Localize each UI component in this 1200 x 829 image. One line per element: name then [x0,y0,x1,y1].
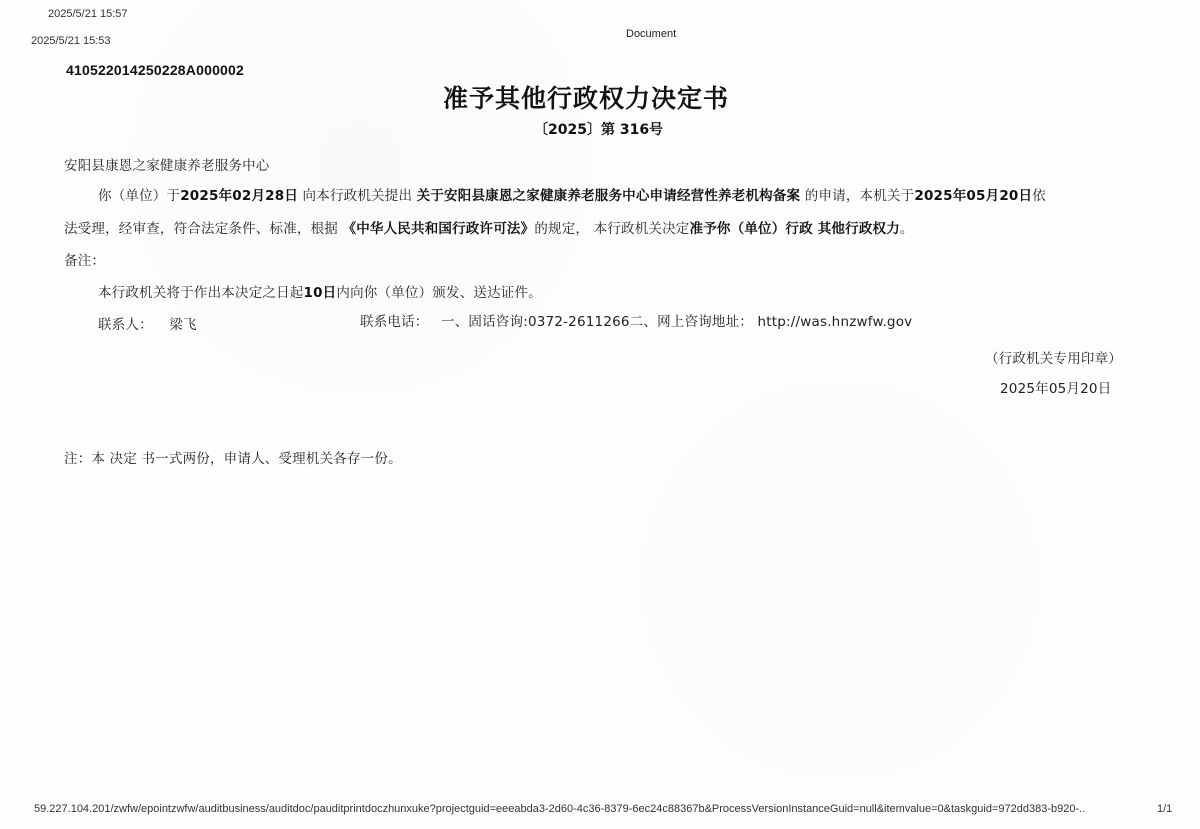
recipient-name: 安阳县康恩之家健康养老服务中心 [64,158,270,174]
issuance-note [98,281,542,301]
decision-paragraph-line-1 [98,184,1046,204]
decision-text-part-1: 你（单位）于 [98,188,181,204]
decision-paragraph-line-2 [64,217,914,237]
application-date: 2025年02月28日 [180,188,299,204]
application-subject: 关于安阳县康恩之家健康养老服务中心申请经营性养老机构备案 [416,188,801,204]
acceptance-date: 2025年05月20日 [914,188,1033,204]
document-reference: 〔2025〕第 316号 [534,122,664,138]
legal-basis-law: 《中华人民共和国行政许可法》 [342,221,535,237]
contact-person-name: 梁飞 [169,317,197,333]
decision-text-part-4: 依 [1032,188,1046,204]
contact-person-label: 联系人： [98,317,153,333]
contact-phone-details: 一、固话咨询:0372-2611266二、网上咨询地址： http://was.hnzwfw.gov [441,314,913,330]
decision-result: 准予你（单位）行政 其他行政权力 [689,221,900,237]
document-label: Document [626,28,677,40]
decision-text-part-2: 向本行政机关提出 [298,188,417,204]
issuance-note-part-1: 本行政机关将于作出本决定之日起 [98,285,304,301]
page-count: 1/1 [1157,803,1173,815]
legal-basis-text-part-2: 的规定， 本行政机关决定 [534,221,690,237]
issuance-days: 10日 [303,285,337,301]
contact-phone [360,310,912,330]
official-seal-label: （行政机关专用印章） [985,351,1122,367]
issue-date: 2025年05月20日 [1000,381,1112,397]
issuance-note-part-2: 内向你（单位）颁发、送达证件。 [336,285,542,301]
remarks-label: 备注： [64,253,106,269]
document-note: 注：本 决定 书一式两份，申请人、受理机关各存一份。 [64,451,402,467]
contact-phone-label: 联系电话： [360,314,429,330]
document-number: 410522014250228A000002 [66,62,245,78]
decision-text-part-3: 的申请，本机关于 [800,188,915,204]
print-timestamp-top: 2025/5/21 15:57 [48,8,128,20]
print-url: 59.227.104.201/zwfw/epointzwfw/auditbusiness/auditdoc/pauditprintdoczhunxuke?projectguid=eeeabda3-2d60-4c36-8379-6ec24c88367b&ProcessVersionInstanceGuid=null&itemvalue=0&taskguid=972dd383-b920-.. [34,803,1086,815]
print-timestamp-secondary: 2025/5/21 15:53 [31,35,111,47]
contact-person [98,313,197,333]
legal-basis-text-part-3: 。 [899,221,914,237]
document-title: 准予其他行政权力决定书 [443,84,730,113]
legal-basis-text-part-1: 法受理，经审查，符合法定条件、标准，根据 [64,221,343,237]
